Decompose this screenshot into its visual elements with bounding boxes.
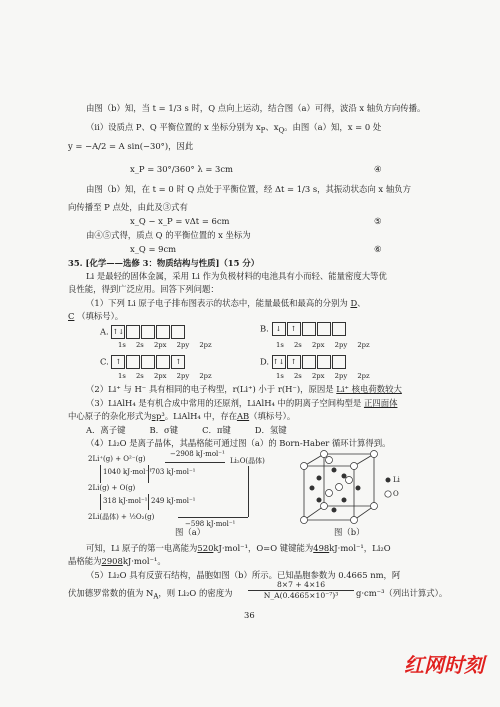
option-c: C. ↑ ↑ bbox=[100, 355, 186, 369]
orbital-labels-3: 1s 2s 2px 2py 2pz bbox=[118, 372, 212, 380]
line-5: 向传播至 P 点处，由此及③式有 bbox=[68, 202, 188, 212]
q3-text: （3）LiAlH₄ 是有机合成中常用的还原剂，LiAlH₄ 中的阴离子空间构型是 正四面体 bbox=[86, 398, 398, 408]
watermark-logo bbox=[396, 644, 492, 684]
q5-unit: g·cm⁻³（列出计算式）。 bbox=[356, 588, 448, 598]
q4-answer-2: 498 bbox=[313, 543, 330, 553]
equation-6: x_Q = 9cm bbox=[130, 244, 177, 254]
q2-answer: Li⁺ 核电荷数较大 bbox=[336, 384, 402, 394]
q5-text: （5）Li₂O 具有反萤石结构，晶胞如图（b）所示。已知晶胞参数为 0.4665 nm，阿 bbox=[86, 570, 401, 580]
q3-answer-1: 正四面体 bbox=[363, 398, 398, 408]
fraction-denominator: N_A(0.4665×10⁻⁷)³ bbox=[263, 591, 339, 600]
diagram-bottom-arrow bbox=[178, 517, 248, 518]
option-d: D. ↑↓ ↑ bbox=[260, 355, 347, 369]
density-fraction bbox=[248, 580, 354, 600]
equation-number-4: ④ bbox=[374, 164, 382, 174]
diagram-arrow-3 bbox=[100, 494, 101, 510]
equation-4: x_P = 30°/360° λ = 3cm bbox=[130, 164, 233, 174]
svg-text:红网时刻: 红网时刻 bbox=[404, 653, 484, 677]
crystal-cell-figure bbox=[290, 448, 400, 530]
line-1: 由图（b）知，当 t = 1/3 s 时，Q 点向上运动，结合图（a）可得，波沿 x 轴负方向传播。 bbox=[86, 103, 426, 113]
q3-answer-3: AB bbox=[236, 411, 250, 421]
q1-answer-2: C bbox=[68, 311, 75, 321]
orbital-labels-2: 1s 2s 2px 2py 2pz bbox=[276, 341, 370, 349]
q3-text-2: 中心原子的杂化形式为sp³。LiAlH₄ 中，存在AB（填标号）。 bbox=[68, 411, 296, 421]
diagram-energy-3: 318 kJ·mol⁻¹ bbox=[103, 497, 148, 505]
figure-a-caption: 图（a） bbox=[175, 527, 206, 537]
equation-number-5: ⑤ bbox=[374, 216, 382, 226]
option-a: A. ↑↓ bbox=[100, 325, 186, 339]
q2-text: （2）Li⁺ 与 H⁻ 具有相同的电子构型，r(Li⁺) 小于 r(H⁻)，原因是 Li⁺ 核电荷数较大 bbox=[86, 384, 402, 394]
q4-answer-3: 2908 bbox=[101, 556, 123, 566]
diagram-energy-4: 249 kJ·mol⁻¹ bbox=[151, 497, 196, 505]
q3-options: A．离子键 B．σ键 C．π键 D．氢键 bbox=[86, 425, 287, 435]
intro-line-1: Li 是最轻的固体金属，采用 Li 作为负极材料的电池具有小而轻、能量密度大等优 bbox=[86, 271, 387, 281]
diagram-arrow-4 bbox=[148, 494, 149, 510]
diagram-arrow-1 bbox=[100, 465, 101, 483]
diagram-top-arrow bbox=[165, 462, 225, 463]
diagram-mid-row: 2Li(g) + O(g) bbox=[88, 484, 136, 492]
legend-o: O bbox=[393, 490, 399, 498]
figure-b-caption: 图（b） bbox=[334, 527, 365, 537]
diagram-energy-2: 703 kJ·mol⁻¹ bbox=[151, 468, 196, 476]
line-2: （ii）设质点 P、Q 平衡位置的 x 坐标分别为 $x_P$、$x_Q$。由图（a）知，x = 0 处 bbox=[86, 122, 382, 135]
equation-5: x_Q − x_P = vΔt = 6cm bbox=[130, 216, 230, 226]
diagram-energy-1: 1040 kJ·mol⁻¹ bbox=[103, 468, 152, 476]
q4-result-2: 晶格能为2908kJ·mol⁻¹。 bbox=[68, 556, 166, 566]
fraction-numerator: 8×7 + 4×16 bbox=[248, 580, 354, 591]
q4-text: （4）Li₂O 是离子晶体，其晶格能可通过图（a）的 Born-Haber 循环计算得到。 bbox=[86, 438, 391, 448]
page-number: 36 bbox=[244, 610, 255, 620]
question-35-heading: 35. [化学——选修 3：物质结构与性质]（15 分） bbox=[68, 258, 260, 268]
diagram-bottom-row: 2Li(晶体) + ½O₂(g) bbox=[88, 513, 155, 521]
intro-line-2: 良性能，得到广泛应用。回答下列问题： bbox=[68, 284, 219, 294]
equation-number-6: ⑥ bbox=[374, 244, 382, 254]
diagram-top-row: 2Li⁺(g) + O²⁻(g) bbox=[88, 455, 146, 463]
q4-answer-1: 520 bbox=[197, 543, 214, 553]
line-4: 由图（b）知，在 t = 0 时 Q 点处于平衡位置，经 Δt = 1/3 s，其振动状态向 x 轴负方 bbox=[86, 184, 411, 194]
q1-text: （1）下列 Li 原子电子排布图表示的状态中，能量最低和最高的分别为 D、 bbox=[86, 298, 366, 308]
legend-li: Li bbox=[393, 476, 400, 484]
orbital-labels-1: 1s 2s 2px 2py 2pz bbox=[118, 341, 212, 349]
option-b: B. ↓ ↑ bbox=[260, 322, 347, 336]
q5-text-2: 伏加德罗常数的值为 $N_A$，则 Li₂O 的密度为 bbox=[68, 588, 233, 601]
orbital-labels-4: 1s 2s 2px 2py 2pz bbox=[276, 372, 370, 380]
line-3: y = −A/2 = A sin(−30°)，因此 bbox=[68, 141, 194, 151]
diagram-bottom-energy: −598 kJ·mol⁻¹ bbox=[185, 520, 236, 528]
q3-answer-2: sp³ bbox=[151, 411, 165, 421]
line-6: 由④⑤式得，质点 Q 的平衡位置的 x 坐标为 bbox=[86, 230, 251, 240]
q1-text-2: C （填标号）。 bbox=[68, 311, 124, 321]
q4-result-1: 可知，Li 原子的第一电离能为520kJ·mol⁻¹，O=O 键键能为498kJ·mol⁻¹，Li₂O bbox=[86, 543, 391, 553]
diagram-arrow-2 bbox=[148, 465, 149, 483]
diagram-top-energy: −2908 kJ·mol⁻¹ bbox=[170, 450, 225, 458]
q1-answer-1: D bbox=[350, 298, 358, 308]
diagram-right-arrow bbox=[248, 466, 249, 517]
diagram-product: Li₂O(晶体) bbox=[230, 457, 265, 465]
